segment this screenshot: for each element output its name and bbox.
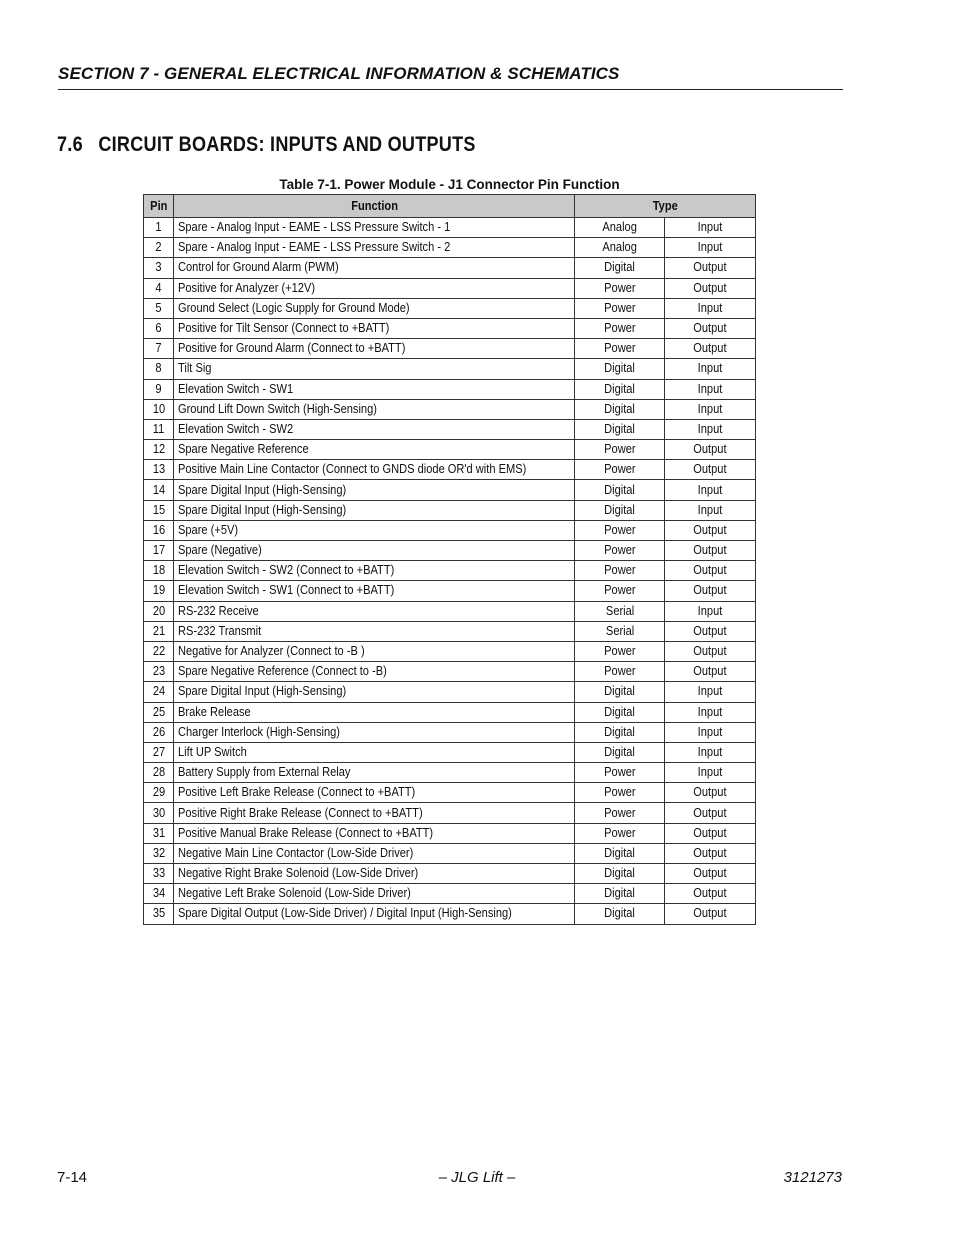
table-row (144, 440, 756, 460)
signal-type-cell: Power (575, 278, 665, 298)
function-cell: Ground Lift Down Switch (High-Sensing) (174, 399, 575, 419)
function-cell: Elevation Switch - SW1 (174, 379, 575, 399)
signal-type-cell: Power (575, 561, 665, 581)
pin-number-cell: 29 (144, 783, 174, 803)
pin-number-cell: 17 (144, 541, 174, 561)
direction-cell: Output (665, 561, 756, 581)
signal-type-cell: Digital (575, 359, 665, 379)
column-header-function: Function (174, 195, 575, 218)
signal-type-cell: Analog (575, 238, 665, 258)
direction-cell: Output (665, 662, 756, 682)
table-row (144, 318, 756, 338)
pin-function-table (143, 194, 756, 925)
signal-type-cell: Power (575, 662, 665, 682)
direction-cell: Input (665, 742, 756, 762)
direction-cell: Output (665, 823, 756, 843)
function-cell: Positive Right Brake Release (Connect to +BATT) (174, 803, 575, 823)
function-cell: Positive for Analyzer (+12V) (174, 278, 575, 298)
pin-number-cell: 32 (144, 843, 174, 863)
direction-cell: Input (665, 722, 756, 742)
table-row (144, 763, 756, 783)
function-cell: Spare Digital Output (Low-Side Driver) / Digital Input (High-Sensing) (174, 904, 575, 924)
table-header-row (144, 195, 756, 218)
table-row (144, 601, 756, 621)
table-row (144, 541, 756, 561)
signal-type-cell: Power (575, 803, 665, 823)
table-row (144, 621, 756, 641)
table-row (144, 339, 756, 359)
direction-cell: Output (665, 339, 756, 359)
signal-type-cell: Digital (575, 742, 665, 762)
table-row (144, 864, 756, 884)
direction-cell: Output (665, 541, 756, 561)
signal-type-cell: Digital (575, 399, 665, 419)
direction-cell: Output (665, 581, 756, 601)
pin-number-cell: 6 (144, 318, 174, 338)
function-cell: Brake Release (174, 702, 575, 722)
signal-type-cell: Power (575, 318, 665, 338)
table-row (144, 682, 756, 702)
table-row (144, 803, 756, 823)
direction-cell: Output (665, 278, 756, 298)
function-cell: Spare Digital Input (High-Sensing) (174, 682, 575, 702)
direction-cell: Input (665, 218, 756, 238)
signal-type-cell: Digital (575, 419, 665, 439)
pin-number-cell: 7 (144, 339, 174, 359)
signal-type-cell: Digital (575, 379, 665, 399)
signal-type-cell: Power (575, 460, 665, 480)
table-row (144, 379, 756, 399)
function-cell: Spare Negative Reference (174, 440, 575, 460)
direction-cell: Output (665, 803, 756, 823)
signal-type-cell: Digital (575, 843, 665, 863)
function-cell: Negative Main Line Contactor (Low-Side Driver) (174, 843, 575, 863)
table-row (144, 278, 756, 298)
pin-number-cell: 10 (144, 399, 174, 419)
signal-type-cell: Digital (575, 258, 665, 278)
signal-type-cell: Digital (575, 722, 665, 742)
function-cell: Elevation Switch - SW2 (174, 419, 575, 439)
direction-cell: Input (665, 359, 756, 379)
signal-type-cell: Power (575, 641, 665, 661)
signal-type-cell: Digital (575, 480, 665, 500)
function-cell: RS-232 Receive (174, 601, 575, 621)
signal-type-cell: Digital (575, 884, 665, 904)
pin-number-cell: 5 (144, 298, 174, 318)
table-row (144, 581, 756, 601)
column-header-pin: Pin (144, 195, 174, 218)
table-row (144, 218, 756, 238)
signal-type-cell: Digital (575, 702, 665, 722)
pin-number-cell: 22 (144, 641, 174, 661)
function-cell: Lift UP Switch (174, 742, 575, 762)
direction-cell: Output (665, 783, 756, 803)
function-cell: Spare - Analog Input - EAME - LSS Pressure Switch - 1 (174, 218, 575, 238)
footer-brand: – JLG Lift – (438, 1169, 516, 1186)
table-row (144, 561, 756, 581)
pin-number-cell: 12 (144, 440, 174, 460)
signal-type-cell: Digital (575, 682, 665, 702)
direction-cell: Output (665, 258, 756, 278)
page-number: 7-14 (57, 1169, 88, 1186)
direction-cell: Input (665, 298, 756, 318)
function-cell: Tilt Sig (174, 359, 575, 379)
pin-number-cell: 30 (144, 803, 174, 823)
pin-number-cell: 13 (144, 460, 174, 480)
table-row (144, 399, 756, 419)
direction-cell: Input (665, 419, 756, 439)
direction-cell: Output (665, 884, 756, 904)
function-cell: Spare Negative Reference (Connect to -B) (174, 662, 575, 682)
direction-cell: Input (665, 702, 756, 722)
pin-number-cell: 8 (144, 359, 174, 379)
function-cell: Spare (Negative) (174, 541, 575, 561)
table-body (144, 218, 756, 925)
table-row (144, 843, 756, 863)
table-row (144, 742, 756, 762)
table-row (144, 823, 756, 843)
table-row (144, 702, 756, 722)
table-row (144, 258, 756, 278)
direction-cell: Output (665, 904, 756, 924)
pin-number-cell: 15 (144, 500, 174, 520)
function-cell: Spare Digital Input (High-Sensing) (174, 500, 575, 520)
pin-number-cell: 23 (144, 662, 174, 682)
table-caption: Table 7-1. Power Module - J1 Connector Pin Function (279, 177, 620, 192)
table-row (144, 884, 756, 904)
pin-number-cell: 20 (144, 601, 174, 621)
function-cell: Battery Supply from External Relay (174, 763, 575, 783)
column-header-type: Type (575, 195, 756, 218)
direction-cell: Input (665, 500, 756, 520)
signal-type-cell: Power (575, 541, 665, 561)
signal-type-cell: Digital (575, 904, 665, 924)
table-row (144, 359, 756, 379)
pin-number-cell: 35 (144, 904, 174, 924)
pin-number-cell: 27 (144, 742, 174, 762)
table-row (144, 783, 756, 803)
table-row (144, 419, 756, 439)
pin-number-cell: 33 (144, 864, 174, 884)
function-cell: Positive for Ground Alarm (Connect to +BATT) (174, 339, 575, 359)
function-cell: Positive Main Line Contactor (Connect to GNDS diode OR'd with EMS) (174, 460, 575, 480)
table-row (144, 298, 756, 318)
direction-cell: Input (665, 399, 756, 419)
function-cell: Charger Interlock (High-Sensing) (174, 722, 575, 742)
direction-cell: Output (665, 641, 756, 661)
signal-type-cell: Power (575, 581, 665, 601)
table-row (144, 722, 756, 742)
signal-type-cell: Serial (575, 621, 665, 641)
table-row (144, 500, 756, 520)
direction-cell: Output (665, 843, 756, 863)
function-cell: Elevation Switch - SW1 (Connect to +BATT) (174, 581, 575, 601)
signal-type-cell: Power (575, 339, 665, 359)
function-cell: Negative Right Brake Solenoid (Low-Side Driver) (174, 864, 575, 884)
signal-type-cell: Digital (575, 864, 665, 884)
function-cell: Spare Digital Input (High-Sensing) (174, 480, 575, 500)
direction-cell: Input (665, 601, 756, 621)
function-cell: Ground Select (Logic Supply for Ground Mode) (174, 298, 575, 318)
pin-number-cell: 14 (144, 480, 174, 500)
pin-number-cell: 24 (144, 682, 174, 702)
direction-cell: Input (665, 763, 756, 783)
function-cell: Spare - Analog Input - EAME - LSS Pressure Switch - 2 (174, 238, 575, 258)
direction-cell: Output (665, 318, 756, 338)
pin-number-cell: 21 (144, 621, 174, 641)
table-row (144, 641, 756, 661)
document-number: 3121273 (783, 1169, 842, 1186)
signal-type-cell: Analog (575, 218, 665, 238)
direction-cell: Output (665, 460, 756, 480)
table-row (144, 904, 756, 924)
direction-cell: Output (665, 864, 756, 884)
function-cell: Positive Left Brake Release (Connect to +BATT) (174, 783, 575, 803)
function-cell: RS-232 Transmit (174, 621, 575, 641)
signal-type-cell: Power (575, 763, 665, 783)
table-row (144, 238, 756, 258)
signal-type-cell: Power (575, 823, 665, 843)
function-cell: Elevation Switch - SW2 (Connect to +BATT) (174, 561, 575, 581)
signal-type-cell: Power (575, 520, 665, 540)
heading-number: 7.6 (57, 133, 83, 156)
direction-cell: Input (665, 480, 756, 500)
pin-number-cell: 3 (144, 258, 174, 278)
function-cell: Control for Ground Alarm (PWM) (174, 258, 575, 278)
function-cell: Negative for Analyzer (Connect to -B ) (174, 641, 575, 661)
pin-number-cell: 4 (144, 278, 174, 298)
page-heading (57, 133, 476, 157)
signal-type-cell: Power (575, 783, 665, 803)
signal-type-cell: Serial (575, 601, 665, 621)
pin-number-cell: 18 (144, 561, 174, 581)
function-cell: Negative Left Brake Solenoid (Low-Side Driver) (174, 884, 575, 904)
direction-cell: Input (665, 379, 756, 399)
table-row (144, 480, 756, 500)
pin-number-cell: 26 (144, 722, 174, 742)
table-row (144, 460, 756, 480)
function-cell: Spare (+5V) (174, 520, 575, 540)
function-cell: Positive for Tilt Sensor (Connect to +BATT) (174, 318, 575, 338)
direction-cell: Output (665, 440, 756, 460)
pin-number-cell: 1 (144, 218, 174, 238)
pin-number-cell: 25 (144, 702, 174, 722)
direction-cell: Input (665, 682, 756, 702)
signal-type-cell: Digital (575, 500, 665, 520)
pin-number-cell: 16 (144, 520, 174, 540)
direction-cell: Output (665, 520, 756, 540)
heading-title: CIRCUIT BOARDS: INPUTS AND OUTPUTS (98, 133, 476, 156)
pin-number-cell: 31 (144, 823, 174, 843)
signal-type-cell: Power (575, 440, 665, 460)
signal-type-cell: Power (575, 298, 665, 318)
direction-cell: Input (665, 238, 756, 258)
pin-number-cell: 19 (144, 581, 174, 601)
pin-number-cell: 34 (144, 884, 174, 904)
header-rule (58, 89, 843, 90)
function-cell: Positive Manual Brake Release (Connect to +BATT) (174, 823, 575, 843)
table-row (144, 520, 756, 540)
table-row (144, 662, 756, 682)
pin-number-cell: 11 (144, 419, 174, 439)
pin-number-cell: 2 (144, 238, 174, 258)
direction-cell: Output (665, 621, 756, 641)
pin-number-cell: 9 (144, 379, 174, 399)
pin-number-cell: 28 (144, 763, 174, 783)
section-header: SECTION 7 - GENERAL ELECTRICAL INFORMATION & SCHEMATICS (58, 64, 620, 83)
